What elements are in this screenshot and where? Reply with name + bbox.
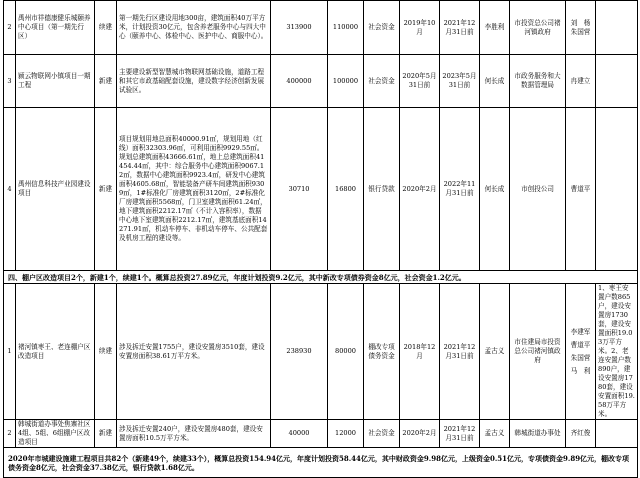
- responsible-leader: 李胜利: [480, 1, 510, 55]
- responsible-unit: 市政务服务和大数据管理局: [510, 55, 566, 108]
- remarks: 1、枣王安置户数865户，建设安置房1730套，建设安置面积19.03万平方米。2、老连安置户数890户，建设安置房1780套，建设安置面积19.58万平方米。: [596, 284, 638, 420]
- project-name: 韩城街道办事处焦寨社区4组、5组、6组棚户区改造项目: [16, 420, 95, 448]
- project-table: [3, 0, 638, 478]
- table-row: [4, 55, 638, 108]
- table-row: [4, 108, 638, 271]
- row-number: 2: [4, 420, 16, 448]
- remarks: [596, 55, 638, 108]
- annual-investment: 110000: [328, 1, 364, 55]
- contact-person: 冉建立: [566, 55, 596, 108]
- row-number: 4: [4, 108, 16, 271]
- project-status: 续建: [95, 284, 117, 420]
- project-status: 新建: [95, 420, 117, 448]
- remarks: [596, 420, 638, 448]
- responsible-unit: 市创投公司: [510, 108, 566, 271]
- responsible-leader: 何长成: [480, 108, 510, 271]
- project-status: 新建: [95, 55, 117, 108]
- annual-investment: 80000: [328, 284, 364, 420]
- contact-person: 曹道平: [566, 108, 596, 271]
- contact-person: 李建军曹道平朱国营马 利: [566, 284, 596, 420]
- construction-scale: 第一期先行区建设用地300亩，建筑面积40万平方米，计划投资30亿元，包含养老服务中心与四大中心（颐养中心、体检中心、医护中心、商服中心）。: [117, 1, 271, 55]
- construction-scale: 项目规划用地总面积40000.91㎡，规划用地（红线）面积32303.96㎡，可利用面积9929.55㎡。规划总建筑面积43666.61㎡，地上总建筑面积41454.44㎡，其中：综合服务中心建筑面积9067.12㎡，数据中心建筑面积9923.4㎡，研发中心建筑面积4605.68㎡，智能装备产研车间建筑面积9309㎡，1#标准化厂房建筑面积3120㎡，2#标准化厂房建筑面积5568㎡，门卫室建筑面积61.24㎡，地下建筑面积2212.17㎡（不计入容积率），数据中心地下室建筑面积2212.17㎡，建筑基底面积14271.91㎡，机动车停车、非机动车停车、公共配套及机房工程的建设等。: [117, 108, 271, 271]
- responsible-leader: 孟古义: [480, 420, 510, 448]
- start-date: 2018年12月: [400, 284, 440, 420]
- start-date: 2020年5月31日前: [400, 55, 440, 108]
- row-number: 3: [4, 55, 16, 108]
- table-row: [4, 1, 638, 55]
- start-date: 2019年10月: [400, 1, 440, 55]
- project-status: 续建: [95, 1, 117, 55]
- funding-source: 银行贷款: [364, 108, 400, 271]
- finish-date: 2023年5月31日前: [440, 55, 480, 108]
- project-name: 颍云物联网小镇项目一期工程: [16, 55, 95, 108]
- finish-date: 2021年12月31日前: [440, 284, 480, 420]
- construction-scale: 主要建设新型智慧城市物联网基础设施，道路工程和其它市政基础配套设施，建设数字经济创新发展试验区。: [117, 55, 271, 108]
- contact-person: 刘 杨朱国营: [566, 1, 596, 55]
- project-name: 禹州信息科技产业园建设项目: [16, 108, 95, 271]
- construction-scale: 涉及拆迁安置240户，建设安置房480套，建设安置房面积10.5万平方米。: [117, 420, 271, 448]
- responsible-leader: 何长成: [480, 55, 510, 108]
- construction-scale: 涉及拆迁安置1755户，建设安置房3510套，建设安置房面积38.61万平方米。: [117, 284, 271, 420]
- finish-date: 2022年11月31日前: [440, 108, 480, 271]
- responsible-unit: 市投资总公司褚河镇政府: [510, 1, 566, 55]
- remarks: [596, 108, 638, 271]
- start-date: 2020年2月: [400, 420, 440, 448]
- total-investment: 400000: [271, 55, 328, 108]
- project-name: 禹州市祥德康健乐城颐养中心项目（第一期先行区）: [16, 1, 95, 55]
- total-investment: 30710: [271, 108, 328, 271]
- responsible-leader: 孟古义: [480, 284, 510, 420]
- annual-investment: 100000: [328, 55, 364, 108]
- contact-person: 齐红俊: [566, 420, 596, 448]
- funding-source: 社会资金: [364, 420, 400, 448]
- project-status: 新建: [95, 108, 117, 271]
- responsible-unit: 市住建局市投资总公司褚河镇政府: [510, 284, 566, 420]
- annual-investment: 12000: [328, 420, 364, 448]
- funding-source: 社会资金: [364, 55, 400, 108]
- finish-date: 2021年12月31日前: [440, 1, 480, 55]
- responsible-unit: 韩城街道办事处: [510, 420, 566, 448]
- total-investment: 40000: [271, 420, 328, 448]
- summary-row: [4, 448, 638, 478]
- funding-source: 棚改专项债务资金: [364, 284, 400, 420]
- funding-source: 社会资金: [364, 1, 400, 55]
- section-banner: 四、棚户区改造项目2个，新建1个，续建1个。概算总投资27.89亿元，年度计划投资9.2亿元，其中新改专项债券资金8亿元，社会资金1.2亿元。: [4, 271, 638, 284]
- table-row: [4, 420, 638, 448]
- section-row: [4, 271, 638, 284]
- start-date: 2020年2月: [400, 108, 440, 271]
- summary-text: 2020年市城建设施建工程项目共82个（新建49个，续建33个），概算总投资154.94亿元，年度计划投资58.44亿元，其中财政资金9.98亿元，上级资金0.51亿元，专项债资金9.89亿元，棚改专项债务资金8亿元，社会资金37.38亿元，银行贷款1.68亿元。: [4, 448, 638, 478]
- project-name: 褚河镇枣王、老连棚户区改造项目: [16, 284, 95, 420]
- total-investment: 238930: [271, 284, 328, 420]
- row-number: 2: [4, 1, 16, 55]
- row-number: 1: [4, 284, 16, 420]
- remarks: [596, 1, 638, 55]
- finish-date: 2021年12月31日前: [440, 420, 480, 448]
- annual-investment: 16800: [328, 108, 364, 271]
- total-investment: 313900: [271, 1, 328, 55]
- table-row: [4, 284, 638, 420]
